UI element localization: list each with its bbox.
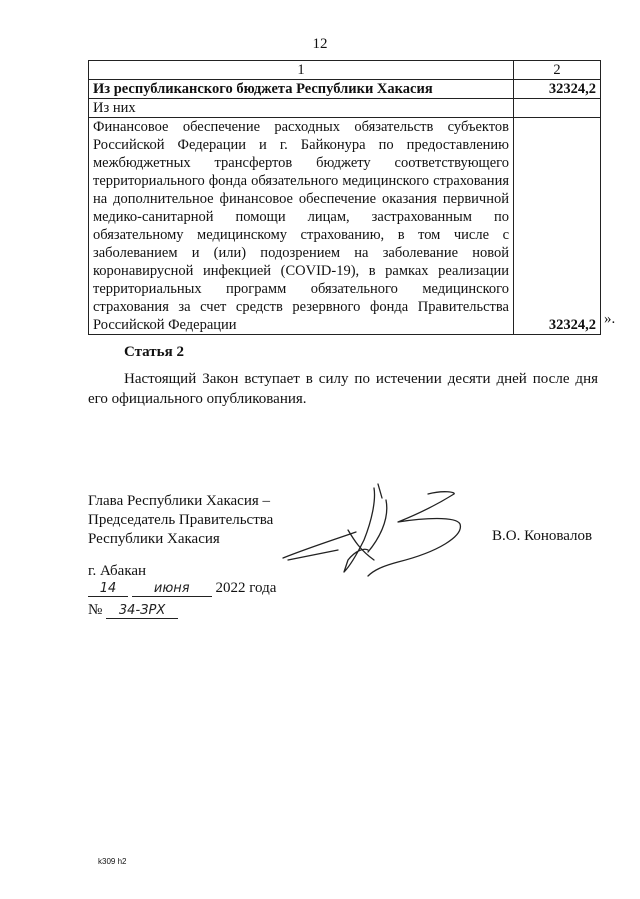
- law-number: [88, 602, 178, 619]
- number-sign: №: [88, 602, 103, 618]
- budget-table: [88, 60, 601, 335]
- date-year: 2022 года: [215, 580, 277, 596]
- signer-position-line: Республики Хакасия: [88, 531, 220, 547]
- page-number: 12: [312, 36, 328, 52]
- date-month: июня: [132, 581, 212, 597]
- number-value: 34-ЗРХ: [106, 603, 178, 619]
- row-label: Из них: [89, 99, 514, 118]
- row-label: Из республиканского бюджета Республики Хакасия: [89, 80, 514, 99]
- signer-position-line: Глава Республики Хакасия –: [88, 493, 271, 509]
- signer-position-line: Председатель Правительства: [88, 512, 274, 528]
- row-label: Финансовое обеспечение расходных обязательств субъектов Российской Федерации и г. Байконура по предоставлению межбюджетных трансфертов бюджету соответствующего территориального фонда обязательного медицинского страхования на дополнительное финансовое обеспечение оказания первичной медико-санитарной помощи лицам, застрахованным по обязательному медицинскому страхованию, в том числе с заболеванием и (или) подозрением на заболевание новой коронавирусной инфекцией (COVID-19), в рамках реализации территориальных программ обязательного медицинского страхования за счет средств резервного фонда Правительства Российской Федерации: [89, 118, 514, 335]
- article-text: Настоящий Закон вступает в силу по истечении десяти дней после дня его официального опубликования.: [88, 371, 598, 407]
- table-row: [89, 118, 601, 335]
- table-row: [89, 80, 601, 99]
- signer-position: [88, 492, 273, 549]
- row-amount: [514, 99, 601, 118]
- place: г. Абакан: [88, 563, 147, 579]
- closing-quote: ».: [604, 311, 616, 327]
- footer-code: k309 h2: [98, 857, 127, 866]
- row-amount: 32324,2: [514, 118, 601, 335]
- signer-name: В.О. Коновалов: [492, 528, 593, 544]
- table-header-row: [89, 61, 601, 80]
- row-amount: 32324,2: [514, 80, 601, 99]
- handwritten-signature: [278, 480, 478, 590]
- column-header-1: 1: [89, 61, 514, 80]
- table-row: [89, 99, 601, 118]
- date-line: [88, 580, 276, 597]
- date-day: 14: [88, 581, 128, 597]
- article-title: Статья 2: [124, 344, 184, 360]
- column-header-2: 2: [514, 61, 601, 80]
